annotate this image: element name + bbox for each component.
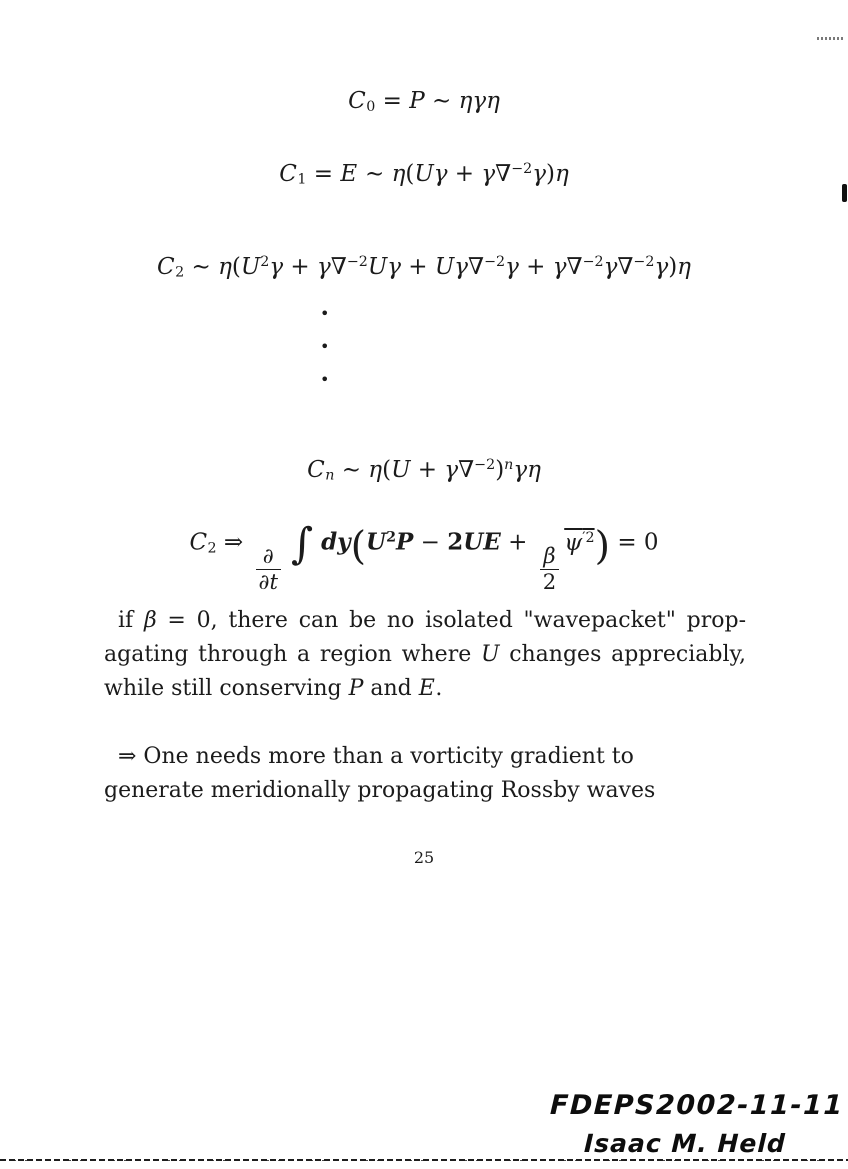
- ellipsis-dot: •: [320, 304, 330, 323]
- paragraph-line: ⇒ One needs more than a vorticity gradient to: [118, 744, 634, 769]
- paragraph-rossby-waves: [104, 740, 746, 808]
- equation-c2-conservation-integral: C2 ⇒ $\frac{\partial}{\partial t}$ ∫ $dy(U^2P - 2UE$ + $\frac{\beta}{2}$ $\psi^{'2}) = 0$: [189, 520, 659, 594]
- ellipsis-dot: •: [320, 370, 330, 389]
- paragraph-line: if β = 0, there can be no isolated "wavepacket" prop-: [118, 608, 747, 633]
- scan-edge-line: [0, 1158, 848, 1162]
- handwritten-date: FDEPS2002-11-11: [549, 1090, 845, 1121]
- equation-c1: C1 = E ∼ η(Uγ + γ∇$^{-2}$γ)η: [279, 160, 569, 188]
- paragraph-wavepacket: [104, 604, 746, 706]
- paragraph-line: agating through a region where U changes appreciably,: [104, 642, 746, 667]
- handwritten-author: Isaac M. Held: [583, 1129, 787, 1158]
- scan-artifact-squiggle: [817, 37, 843, 40]
- equation-c2: C2 ∼ $\eta(U^2\gamma + \gamma\nabla^{-2}U\gamma + U\gamma\nabla^{-2}\gamma + \gamma\nabla^{-2}\gamma\nabla^{-2}\gamma)\eta$: [157, 253, 691, 281]
- equation-c0: C0 = P ∼ ηγη: [348, 88, 500, 115]
- ellipsis-dot: •: [320, 337, 330, 356]
- page-number: 25: [413, 848, 435, 867]
- vertical-ellipsis: [320, 297, 329, 396]
- equation-cn: Cn ∼ $\eta(U + \gamma\nabla^{-2})^n\gamma\eta$: [307, 456, 541, 484]
- paragraph-line: generate meridionally propagating Rossby waves: [104, 778, 656, 803]
- paragraph-line: while still conserving P and E.: [104, 676, 443, 701]
